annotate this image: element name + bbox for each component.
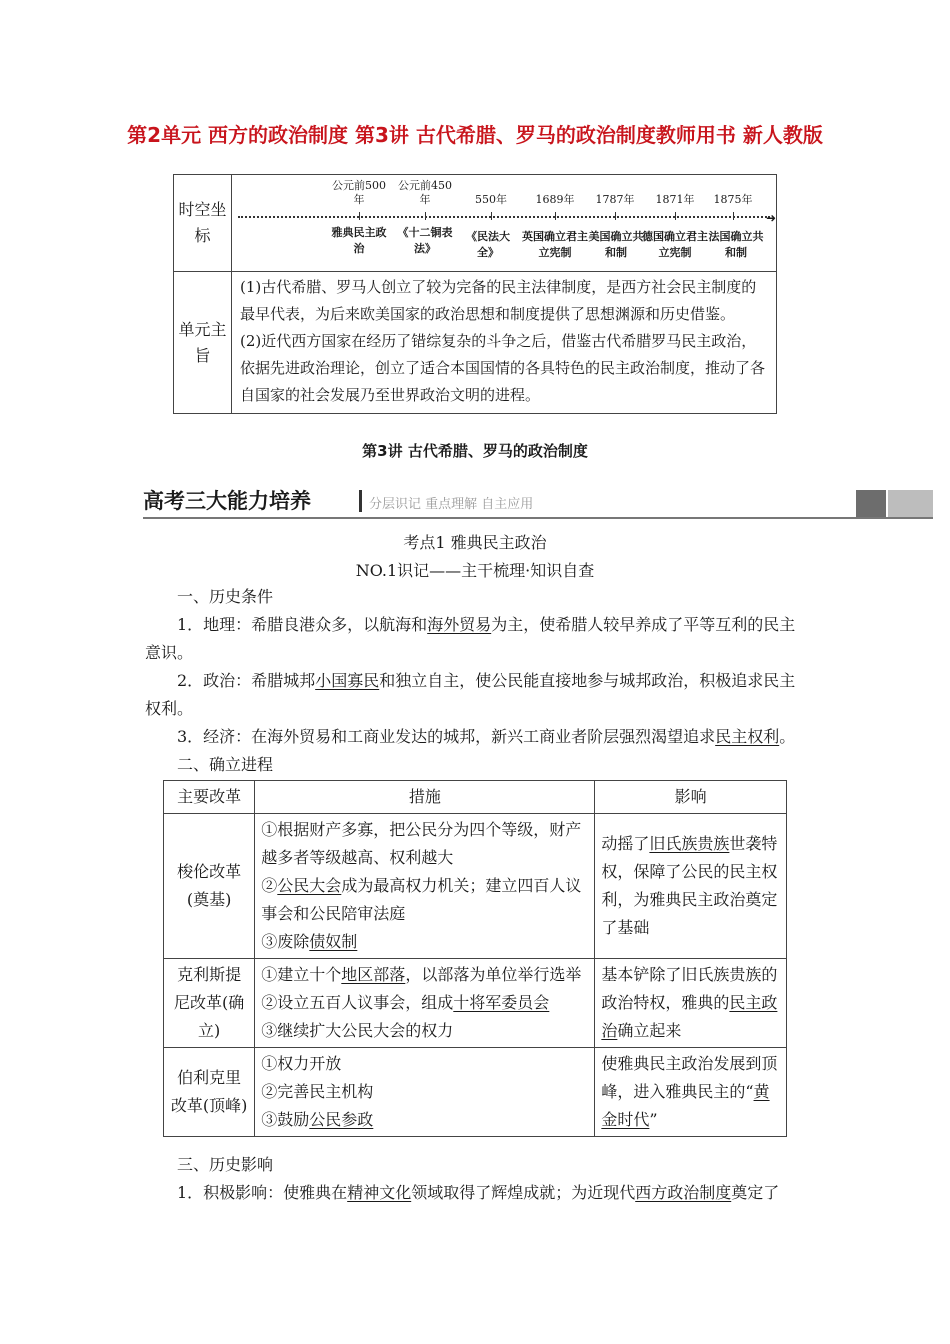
aim-paragraph: (2)近代西方国家在经历了错综复杂的斗争之后，借鉴古代希腊罗马民主政治，依据先进政治理论，创立了适合本国国情的各具特色的民主政治制度，推动了各自国家的社会发展乃至世界政治文明的进程。: [240, 332, 766, 404]
col-header-reform: 主要改革: [164, 781, 255, 814]
reform-table: [163, 780, 787, 1137]
banner-dark-block: [856, 490, 886, 517]
timeline-event: 德国确立君主立宪制: [642, 230, 708, 259]
condition-geography: 1．地理：希腊良港众多，以航海和海外贸易为主，使希腊人较早养成了平等互利的民主意识。: [145, 615, 796, 662]
timeline-cell: [232, 175, 777, 272]
banner-subtitle: 分层识记 重点理解 自主应用: [369, 497, 534, 512]
condition-economy: 3．经济：在海外贸易和工商业发达的城邦，新兴工商业者阶层强烈渴望追求民主权利。: [177, 727, 796, 746]
reform-name: 克利斯提尼改革(确立): [164, 959, 255, 1048]
section-heading-impact: 三、历史影响: [177, 1155, 274, 1174]
reform-impact: 使雅典民主政治发展到顶峰，进入雅典民主的“黄金时代”: [595, 1048, 787, 1137]
reform-measures: ①建立十个地区部落，以部落为单位举行选举 ②设立五百人议事会，组成十将军委员会 ③继续扩大公民大会的权力: [255, 959, 595, 1048]
timeline-event: 《民法大全》: [466, 230, 510, 259]
condition-politics: 2．政治：希腊城邦小国寡民和独立自主，使公民能直接地参与城邦政治，积极追求民主权利。: [145, 671, 796, 718]
col-header-impact: 影响: [595, 781, 787, 814]
timeline-year: 1787年: [595, 193, 635, 206]
timeline-year: 1875年: [713, 193, 753, 206]
timeline-label: 时空坐标: [174, 175, 232, 272]
unit-overview-table: [173, 174, 777, 414]
unit-aims: [232, 272, 777, 414]
timeline-year: 1689年: [535, 193, 575, 206]
timeline-year: 公元前450年: [398, 179, 452, 206]
table-row: [164, 814, 787, 959]
section-banner: [143, 486, 933, 520]
reform-impact: 动摇了旧氏族贵族世袭特权，保障了公民的民主权利，为雅典民主政治奠定了基础: [595, 814, 787, 959]
reform-name: 梭伦改革(奠基): [164, 814, 255, 959]
col-header-measures: 措施: [255, 781, 595, 814]
timeline: [232, 175, 776, 271]
aims-label: 单元主旨: [174, 272, 232, 414]
reform-name: 伯利克里改革(顶峰): [164, 1048, 255, 1137]
banner-divider: [359, 490, 362, 512]
timeline-axis: [238, 216, 770, 218]
section-heading-process: 二、确立进程: [177, 755, 274, 774]
timeline-event: 法国确立共和制: [708, 230, 764, 259]
timeline-year: 550年: [475, 193, 507, 206]
banner-title: 高考三大能力培养: [143, 489, 311, 513]
timeline-event: 英国确立君主立宪制: [522, 230, 588, 259]
timeline-event: 《十二铜表法》: [397, 226, 453, 255]
section-heading-conditions: 一、历史条件: [177, 587, 274, 606]
reform-impact: 基本铲除了旧氏族贵族的政治特权，雅典的民主政治确立起来: [595, 959, 787, 1048]
lesson-title: 第3讲 古代希腊、罗马的政治制度: [362, 442, 588, 460]
topic-heading: 考点1 雅典民主政治: [403, 533, 547, 552]
aim-paragraph: (1)古代希腊、罗马人创立了较为完备的民主法律制度，是西方社会民主制度的最早代表，为后来欧美国家的政治思想和制度提供了思想渊源和历史借鉴。: [240, 278, 757, 323]
banner-light-block: [888, 490, 933, 517]
impact-positive: 1．积极影响：使雅典在精神文化领域取得了辉煌成就；为近现代西方政治制度奠定了: [177, 1183, 780, 1202]
reform-measures: ①根据财产多寡，把公民分为四个等级，财产越多者等级越高、权利越大 ②公民大会成为最高权力机关；建立四百人议事会和公民陪审法庭 ③废除债奴制: [255, 814, 595, 959]
timeline-event: 雅典民主政治: [331, 226, 387, 255]
document-title: 第2单元 西方的政治制度 第3讲 古代希腊、罗马的政治制度教师用书 新人教版: [127, 123, 823, 147]
banner-underline: [143, 517, 933, 519]
timeline-year: 1871年: [655, 193, 695, 206]
reform-measures: ①权力开放 ②完善民主机构 ③鼓励公民参政: [255, 1048, 595, 1137]
timeline-event: 美国确立共和制: [588, 230, 644, 259]
topic-subheading: NO.1识记——主干梳理·知识自查: [355, 561, 595, 580]
table-row: [164, 959, 787, 1048]
timeline-year: 公元前500年: [332, 179, 386, 206]
table-row: [164, 1048, 787, 1137]
timeline-arrow-icon: ➜: [765, 211, 776, 225]
